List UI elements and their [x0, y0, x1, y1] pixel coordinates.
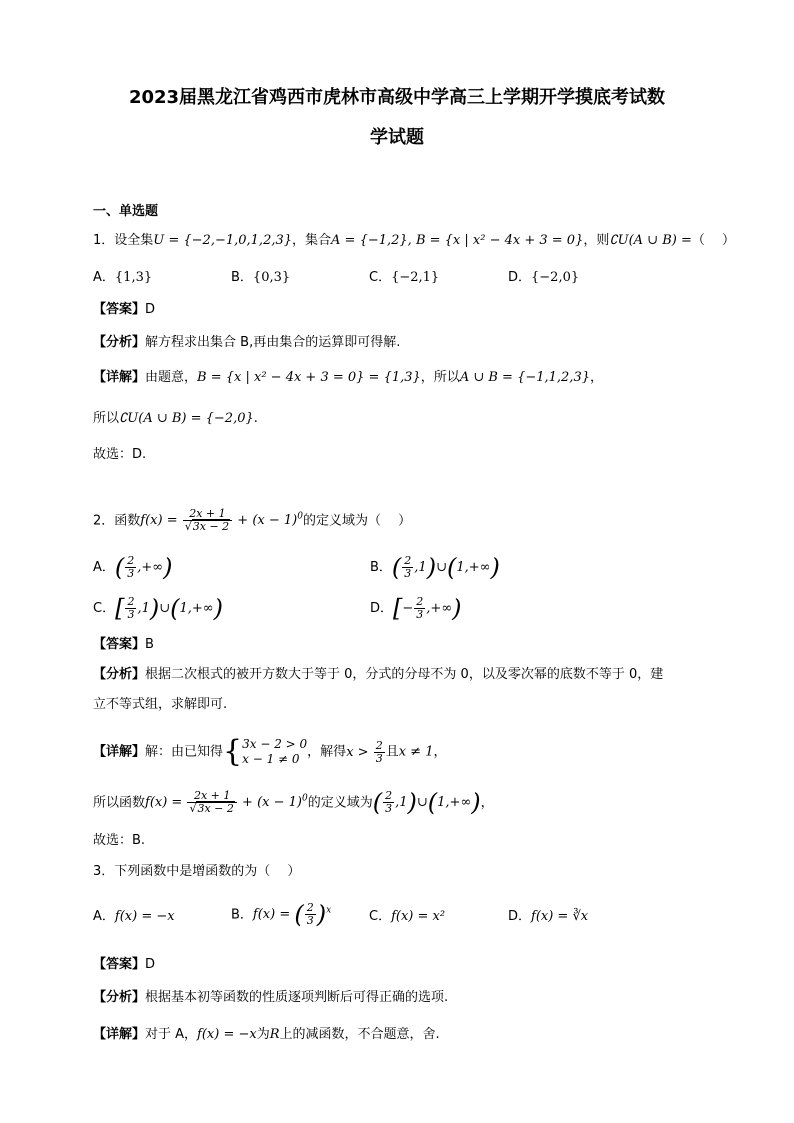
q2-answer: 【答案】B — [93, 637, 154, 652]
q1-detail-tag: 【详解】 — [93, 370, 146, 385]
q1-analysis-tag: 【分析】 — [93, 335, 146, 350]
q1-detail-line-1: 【详解】由题意，B = {x | x² − 4x + 3 = 0} = {1,3}，所以A ∪ B = {−1,1,2,3}， — [93, 370, 603, 385]
q1-option-c: C．{−2,1} — [369, 270, 440, 285]
q3-option-c: C．f(x) = x² — [369, 909, 446, 924]
q1-conclusion: 故选：D. — [93, 447, 147, 462]
q1-stem — [93, 232, 735, 250]
q1-stem-then: ，则 — [583, 233, 610, 248]
q1-option-d: D．{−2,0} — [508, 270, 580, 285]
q2-analysis-line-1: 【分析】根据二次根式的被开方数大于等于 0，分式的分母不为 0，以及零次幂的底数不等于 0，建 — [93, 667, 664, 682]
q1-answer-value: D — [145, 302, 156, 317]
q3-detail-line-1: 【详解】对于 A，f(x) = −x为R上的减函数，不合题意，舍. — [93, 1027, 440, 1042]
q1-answer-tag: 【答案】 — [93, 302, 146, 317]
q2-analysis-line-2: 立不等式组，求解即可. — [93, 697, 228, 712]
q2-option-a: A．( $\frac{2}{3}$ ,+∞) — [93, 553, 173, 582]
q2-detail-line-2: 所以函数f(x) = $\frac{2x + 1}{√3x - 2}$ + $(x - 1)^0$的定义域为( $\frac{2}{3}$ ,1)∪(1,+∞)， — [93, 788, 494, 817]
q3-option-d: D．f(x) = ∛x — [508, 909, 589, 924]
q1-stem-prefix: 1．设全集 — [93, 233, 154, 248]
q1-analysis-text: 解方程求出集合 B,再由集合的运算即可得解. — [145, 335, 401, 350]
q2-option-d: D．[− $\frac{2}{3}$ ,+∞) — [370, 594, 462, 623]
q2-stem: 2．函数f(x) = $\frac{2x + 1}{√3x - 2}$ + $(x - 1)^0$的定义域为（ ） — [93, 507, 412, 534]
q1-sets-ab: A = {−1,2}, B = {x | x² − 4x + 3 = 0} — [331, 233, 584, 248]
q3-option-a: A．f(x) = −x — [93, 909, 175, 924]
q2-option-c: C．[ $\frac{2}{3}$ ,1)∪(1,+∞) — [93, 594, 224, 623]
q3-analysis: 【分析】根据基本初等函数的性质逐项判断后可得正确的选项. — [93, 990, 449, 1005]
document-title-line-1: 2023届黑龙江省鸡西市虎林市高级中学高三上学期开学摸底考试数 — [128, 87, 666, 108]
q1-universal-set: U = {−2,−1,0,1,2,3} — [153, 233, 293, 248]
q1-detail-line-2: 所以∁U(A ∪ B) = {−2,0}. — [93, 411, 258, 426]
q1-blank: （ ） — [691, 233, 735, 248]
q1-expression: ∁U(A ∪ B) = — [609, 233, 692, 248]
q2-option-b: B．( $\frac{2}{3}$ ,1)∪(1,+∞) — [370, 553, 500, 582]
q1-stem-mid: ，集合 — [292, 233, 332, 248]
q1-option-b: B．{0,3} — [231, 270, 291, 285]
document-title-line-2: 学试题 — [370, 127, 424, 148]
q1-answer — [93, 301, 155, 319]
q2-conclusion: 故选：B. — [93, 833, 146, 848]
q3-answer: 【答案】D — [93, 957, 156, 972]
q3-option-b: B．f(x) = ( $\frac{2}{3}$ )$^x$ — [231, 900, 332, 929]
q2-function-expression: f(x) = $\frac{2x + 1}{√3x - 2}$ + $(x - 1)^0$ — [140, 507, 303, 534]
section-heading: 一、单选题 — [93, 204, 159, 219]
q2-detail-line-1: 【详解】解：由已知得{3x − 2 > 0 x − 1 ≠ 0 ，解得x > $\frac{2}{3}$ 且x ≠ 1， — [93, 734, 447, 769]
q1-option-a: A．{1,3} — [93, 270, 153, 285]
q1-analysis — [93, 334, 400, 352]
q3-stem: 3．下列函数中是增函数的为（ ） — [93, 864, 301, 879]
